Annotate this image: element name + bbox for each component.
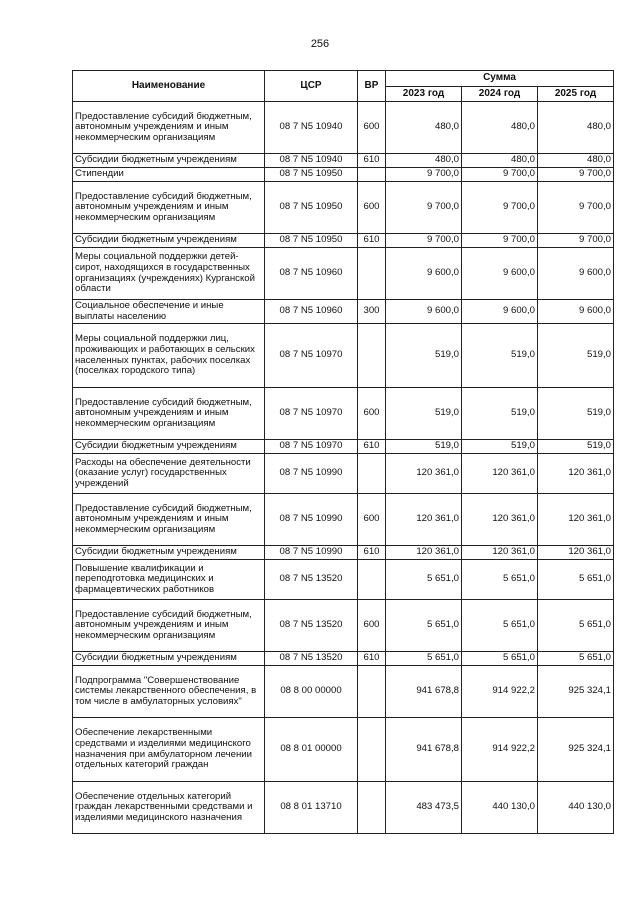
row-value-2024: 9 700,0 <box>462 234 538 248</box>
page-number: 256 <box>310 38 330 50</box>
row-value-2025: 9 700,0 <box>538 182 614 234</box>
row-value-2024: 519,0 <box>462 324 538 388</box>
row-value-2024: 5 651,0 <box>462 560 538 600</box>
row-value-2025: 9 700,0 <box>538 234 614 248</box>
table-row <box>73 324 614 388</box>
row-name: Обеспечение лекарственными средствами и изделиями медицинского назначения при амбулаторном лечении отдельных категорий граждан <box>73 718 265 782</box>
row-value-2023: 5 651,0 <box>386 652 462 666</box>
table-row <box>73 168 614 182</box>
row-csr: 08 7 N5 13520 <box>265 652 358 666</box>
row-name: Повышение квалификации и переподготовка медицинских и фармацевтических работников <box>73 560 265 600</box>
row-vr: 610 <box>358 154 386 168</box>
table-row <box>73 182 614 234</box>
row-value-2025: 5 651,0 <box>538 600 614 652</box>
row-vr: 600 <box>358 388 386 440</box>
row-name: Расходы на обеспечение деятельности (оказание услуг) государственных учреждений <box>73 454 265 494</box>
row-value-2024: 9 700,0 <box>462 168 538 182</box>
row-value-2025: 120 361,0 <box>538 494 614 546</box>
row-value-2024: 480,0 <box>462 102 538 154</box>
header-2024: 2024 год <box>462 87 538 102</box>
row-value-2025: 5 651,0 <box>538 560 614 600</box>
table-header <box>73 71 614 102</box>
row-name: Субсидии бюджетным учреждениям <box>73 652 265 666</box>
row-vr <box>358 560 386 600</box>
row-csr: 08 7 N5 10950 <box>265 168 358 182</box>
row-value-2025: 120 361,0 <box>538 546 614 560</box>
row-value-2023: 483 473,5 <box>386 782 462 834</box>
row-vr <box>358 168 386 182</box>
header-name: Наименование <box>73 71 265 102</box>
row-value-2023: 519,0 <box>386 324 462 388</box>
row-name: Обеспечение отдельных категорий граждан лекарственными средствами и изделиями медицинского назначения <box>73 782 265 834</box>
row-csr: 08 7 N5 10960 <box>265 300 358 324</box>
row-value-2024: 120 361,0 <box>462 454 538 494</box>
row-value-2024: 9 600,0 <box>462 300 538 324</box>
header-vr: ВР <box>358 71 386 102</box>
table-row <box>73 560 614 600</box>
row-value-2025: 480,0 <box>538 102 614 154</box>
table-row <box>73 102 614 154</box>
budget-table <box>72 70 614 834</box>
row-csr: 08 7 N5 10970 <box>265 388 358 440</box>
table-row <box>73 546 614 560</box>
row-value-2025: 925 324,1 <box>538 718 614 782</box>
row-value-2023: 480,0 <box>386 102 462 154</box>
row-csr: 08 7 N5 10960 <box>265 248 358 300</box>
table-row <box>73 666 614 718</box>
row-vr: 600 <box>358 494 386 546</box>
row-csr: 08 7 N5 10940 <box>265 154 358 168</box>
row-value-2025: 925 324,1 <box>538 666 614 718</box>
row-value-2023: 519,0 <box>386 388 462 440</box>
header-2023: 2023 год <box>386 87 462 102</box>
row-csr: 08 7 N5 10950 <box>265 234 358 248</box>
row-csr: 08 7 N5 10970 <box>265 440 358 454</box>
row-csr: 08 8 01 13710 <box>265 782 358 834</box>
table-row <box>73 300 614 324</box>
row-csr: 08 8 01 00000 <box>265 718 358 782</box>
row-value-2024: 120 361,0 <box>462 494 538 546</box>
row-value-2024: 480,0 <box>462 154 538 168</box>
row-value-2025: 519,0 <box>538 440 614 454</box>
table-row <box>73 494 614 546</box>
table-row <box>73 440 614 454</box>
row-vr <box>358 454 386 494</box>
row-value-2024: 519,0 <box>462 388 538 440</box>
row-vr: 610 <box>358 546 386 560</box>
row-value-2025: 519,0 <box>538 324 614 388</box>
row-value-2023: 941 678,8 <box>386 666 462 718</box>
row-csr: 08 7 N5 13520 <box>265 600 358 652</box>
row-value-2023: 5 651,0 <box>386 560 462 600</box>
row-name: Субсидии бюджетным учреждениям <box>73 440 265 454</box>
row-value-2023: 9 700,0 <box>386 182 462 234</box>
row-name: Предоставление субсидий бюджетным, автономным учреждениям и иным некоммерческим организациям <box>73 102 265 154</box>
header-sum: Сумма <box>386 71 614 87</box>
row-name: Предоставление субсидий бюджетным, автономным учреждениям и иным некоммерческим организациям <box>73 388 265 440</box>
table-row <box>73 652 614 666</box>
row-value-2023: 5 651,0 <box>386 600 462 652</box>
header-csr: ЦСР <box>265 71 358 102</box>
row-value-2025: 440 130,0 <box>538 782 614 834</box>
header-2025: 2025 год <box>538 87 614 102</box>
row-csr: 08 7 N5 10940 <box>265 102 358 154</box>
row-name: Социальное обеспечение и иные выплаты населению <box>73 300 265 324</box>
row-vr: 600 <box>358 182 386 234</box>
row-csr: 08 7 N5 13520 <box>265 560 358 600</box>
row-csr: 08 7 N5 10990 <box>265 494 358 546</box>
row-value-2023: 9 700,0 <box>386 234 462 248</box>
table-row <box>73 248 614 300</box>
row-vr: 610 <box>358 234 386 248</box>
row-name: Предоставление субсидий бюджетным, автономным учреждениям и иным некоммерческим организациям <box>73 600 265 652</box>
row-vr: 600 <box>358 102 386 154</box>
row-csr: 08 7 N5 10990 <box>265 454 358 494</box>
table-row <box>73 234 614 248</box>
table-row <box>73 718 614 782</box>
table-row <box>73 388 614 440</box>
row-value-2023: 120 361,0 <box>386 546 462 560</box>
row-value-2025: 9 600,0 <box>538 248 614 300</box>
row-value-2023: 480,0 <box>386 154 462 168</box>
row-value-2023: 120 361,0 <box>386 454 462 494</box>
row-value-2024: 440 130,0 <box>462 782 538 834</box>
row-value-2023: 519,0 <box>386 440 462 454</box>
row-vr: 610 <box>358 440 386 454</box>
row-name: Предоставление субсидий бюджетным, автономным учреждениям и иным некоммерческим организациям <box>73 494 265 546</box>
row-name: Субсидии бюджетным учреждениям <box>73 546 265 560</box>
row-vr <box>358 782 386 834</box>
row-value-2023: 9 700,0 <box>386 168 462 182</box>
row-csr: 08 7 N5 10990 <box>265 546 358 560</box>
table-row <box>73 782 614 834</box>
row-value-2024: 5 651,0 <box>462 600 538 652</box>
row-value-2025: 480,0 <box>538 154 614 168</box>
row-value-2024: 9 700,0 <box>462 182 538 234</box>
row-value-2025: 9 600,0 <box>538 300 614 324</box>
table-body <box>73 102 614 834</box>
row-value-2025: 5 651,0 <box>538 652 614 666</box>
table-row <box>73 600 614 652</box>
row-vr: 300 <box>358 300 386 324</box>
row-value-2024: 914 922,2 <box>462 666 538 718</box>
row-value-2023: 9 600,0 <box>386 248 462 300</box>
row-vr: 610 <box>358 652 386 666</box>
row-value-2025: 519,0 <box>538 388 614 440</box>
row-name: Стипендии <box>73 168 265 182</box>
row-csr: 08 8 00 00000 <box>265 666 358 718</box>
row-csr: 08 7 N5 10970 <box>265 324 358 388</box>
row-value-2024: 9 600,0 <box>462 248 538 300</box>
row-csr: 08 7 N5 10950 <box>265 182 358 234</box>
row-value-2025: 9 700,0 <box>538 168 614 182</box>
row-vr: 600 <box>358 600 386 652</box>
row-name: Предоставление субсидий бюджетным, автономным учреждениям и иным некоммерческим организациям <box>73 182 265 234</box>
row-vr <box>358 324 386 388</box>
row-value-2023: 941 678,8 <box>386 718 462 782</box>
row-value-2024: 5 651,0 <box>462 652 538 666</box>
row-value-2024: 914 922,2 <box>462 718 538 782</box>
row-name: Меры социальной поддержки детей-сирот, находящихся в государственных организациях (учреждениях) Курганской области <box>73 248 265 300</box>
row-value-2024: 120 361,0 <box>462 546 538 560</box>
row-value-2023: 9 600,0 <box>386 300 462 324</box>
row-name: Субсидии бюджетным учреждениям <box>73 154 265 168</box>
row-name: Подпрограмма "Совершенствование системы лекарственного обеспечения, в том числе в амбулаторных условиях" <box>73 666 265 718</box>
row-vr <box>358 248 386 300</box>
table-row <box>73 454 614 494</box>
row-name: Субсидии бюджетным учреждениям <box>73 234 265 248</box>
row-value-2024: 519,0 <box>462 440 538 454</box>
row-vr <box>358 718 386 782</box>
table-row <box>73 154 614 168</box>
row-value-2025: 120 361,0 <box>538 454 614 494</box>
row-value-2023: 120 361,0 <box>386 494 462 546</box>
row-vr <box>358 666 386 718</box>
row-name: Меры социальной поддержки лиц, проживающих и работающих в сельских населенных пунктах, рабочих поселках (поселках городского типа) <box>73 324 265 388</box>
